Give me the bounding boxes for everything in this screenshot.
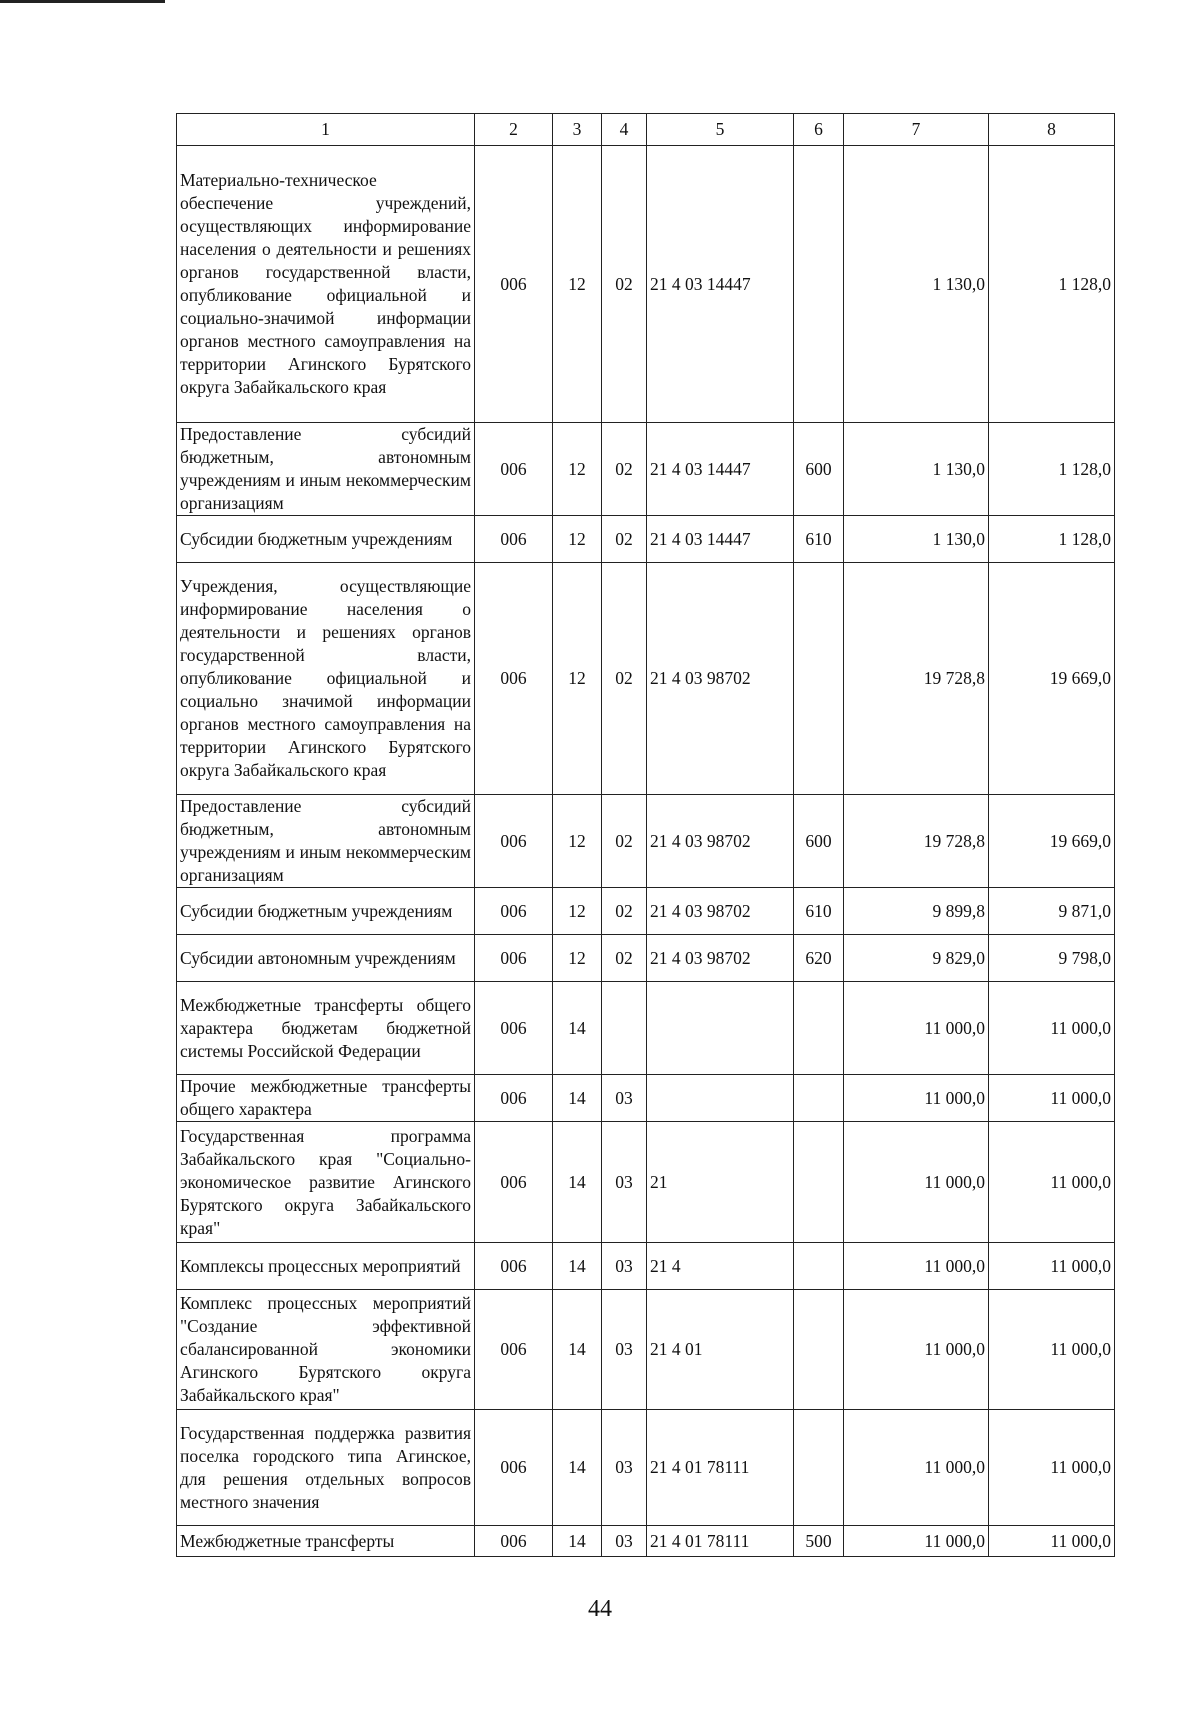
cell-target-article: 21 4 xyxy=(647,1243,794,1290)
cell-expense-type xyxy=(794,1075,844,1122)
header-cell: 1 xyxy=(177,114,475,146)
cell-subsection: 02 xyxy=(602,935,647,982)
cell-target-article: 21 4 03 14447 xyxy=(647,516,794,563)
cell-section: 14 xyxy=(553,1075,602,1122)
cell-amount-2: 9 798,0 xyxy=(989,935,1115,982)
cell-ministry: 006 xyxy=(475,146,553,423)
cell-ministry: 006 xyxy=(475,1075,553,1122)
cell-section: 12 xyxy=(553,146,602,423)
table-row xyxy=(177,1410,1115,1526)
cell-amount-1: 11 000,0 xyxy=(844,1410,989,1526)
cell-ministry: 006 xyxy=(475,982,553,1075)
cell-amount-1: 9 899,8 xyxy=(844,888,989,935)
cell-target-article: 21 4 03 14447 xyxy=(647,146,794,423)
cell-amount-2: 19 669,0 xyxy=(989,795,1115,888)
cell-subsection: 03 xyxy=(602,1410,647,1526)
cell-amount-1: 19 728,8 xyxy=(844,795,989,888)
cell-expense-type xyxy=(794,146,844,423)
cell-expense-type xyxy=(794,982,844,1075)
cell-target-article xyxy=(647,1075,794,1122)
cell-expense-type xyxy=(794,1122,844,1243)
cell-ministry: 006 xyxy=(475,1122,553,1243)
table-row xyxy=(177,1290,1115,1410)
cell-target-article: 21 4 03 98702 xyxy=(647,935,794,982)
cell-subsection: 03 xyxy=(602,1122,647,1243)
cell-section: 14 xyxy=(553,1410,602,1526)
cell-subsection: 02 xyxy=(602,423,647,516)
table-row xyxy=(177,516,1115,563)
row-name: Прочие межбюджетные трансферты общего характера xyxy=(177,1075,475,1122)
cell-amount-2: 1 128,0 xyxy=(989,516,1115,563)
cell-subsection: 03 xyxy=(602,1075,647,1122)
cell-ministry: 006 xyxy=(475,516,553,563)
cell-amount-1: 11 000,0 xyxy=(844,1122,989,1243)
header-cell: 8 xyxy=(989,114,1115,146)
cell-ministry: 006 xyxy=(475,888,553,935)
cell-amount-1: 11 000,0 xyxy=(844,1290,989,1410)
cell-target-article: 21 xyxy=(647,1122,794,1243)
cell-amount-2: 11 000,0 xyxy=(989,1526,1115,1557)
cell-subsection: 03 xyxy=(602,1526,647,1557)
table-row xyxy=(177,795,1115,888)
cell-target-article: 21 4 03 98702 xyxy=(647,888,794,935)
cell-section: 14 xyxy=(553,1526,602,1557)
header-cell: 6 xyxy=(794,114,844,146)
row-name: Материально-техническое обеспечение учреждений, осуществляющих информирование населения о деятельности и решениях органов государственной власти, опубликование официальной и социально-значимой информации органов местного самоуправления на территории Агинского Бурятского округа Забайкальского края xyxy=(177,146,475,423)
cell-expense-type: 610 xyxy=(794,516,844,563)
header-cell: 4 xyxy=(602,114,647,146)
cell-expense-type: 600 xyxy=(794,795,844,888)
cell-section: 12 xyxy=(553,563,602,795)
row-name: Субсидии бюджетным учреждениям xyxy=(177,888,475,935)
top-rule xyxy=(0,0,165,3)
row-name: Учреждения, осуществляющие информирование населения о деятельности и решениях органов государственной власти, опубликование официальной и социально значимой информации органов местного самоуправления на территории Агинского Бурятского округа Забайкальского края xyxy=(177,563,475,795)
cell-amount-2: 11 000,0 xyxy=(989,1075,1115,1122)
cell-amount-1: 1 130,0 xyxy=(844,516,989,563)
cell-target-article: 21 4 03 98702 xyxy=(647,795,794,888)
cell-target-article: 21 4 03 98702 xyxy=(647,563,794,795)
cell-ministry: 006 xyxy=(475,563,553,795)
cell-ministry: 006 xyxy=(475,1243,553,1290)
row-name: Субсидии автономным учреждениям xyxy=(177,935,475,982)
table-row xyxy=(177,982,1115,1075)
table-row xyxy=(177,563,1115,795)
cell-subsection xyxy=(602,982,647,1075)
row-name: Комплексы процессных мероприятий xyxy=(177,1243,475,1290)
page-number: 44 xyxy=(588,1596,612,1622)
cell-subsection: 02 xyxy=(602,146,647,423)
cell-amount-2: 11 000,0 xyxy=(989,982,1115,1075)
cell-ministry: 006 xyxy=(475,1526,553,1557)
cell-expense-type: 610 xyxy=(794,888,844,935)
budget-table xyxy=(176,113,1115,1557)
cell-target-article: 21 4 03 14447 xyxy=(647,423,794,516)
cell-expense-type: 620 xyxy=(794,935,844,982)
cell-section: 12 xyxy=(553,516,602,563)
cell-ministry: 006 xyxy=(475,423,553,516)
cell-subsection: 03 xyxy=(602,1243,647,1290)
cell-section: 12 xyxy=(553,423,602,516)
cell-amount-1: 11 000,0 xyxy=(844,1243,989,1290)
cell-section: 12 xyxy=(553,888,602,935)
cell-target-article: 21 4 01 78111 xyxy=(647,1410,794,1526)
cell-amount-2: 11 000,0 xyxy=(989,1410,1115,1526)
table-row xyxy=(177,935,1115,982)
cell-subsection: 03 xyxy=(602,1290,647,1410)
table-row xyxy=(177,1122,1115,1243)
row-name: Предоставление субсидий бюджетным, автономным учреждениям и иным некоммерческим организациям xyxy=(177,423,475,516)
row-name: Предоставление субсидий бюджетным, автономным учреждениям и иным некоммерческим организациям xyxy=(177,795,475,888)
cell-amount-1: 9 829,0 xyxy=(844,935,989,982)
header-cell: 2 xyxy=(475,114,553,146)
header-cell: 5 xyxy=(647,114,794,146)
cell-expense-type: 500 xyxy=(794,1526,844,1557)
cell-amount-1: 11 000,0 xyxy=(844,1075,989,1122)
cell-section: 14 xyxy=(553,1122,602,1243)
cell-subsection: 02 xyxy=(602,516,647,563)
table-row xyxy=(177,1526,1115,1557)
row-name: Государственная программа Забайкальского края "Социально-экономическое развитие Агинского Бурятского округа Забайкальского края" xyxy=(177,1122,475,1243)
row-name: Комплекс процессных мероприятий "Создание эффективной сбалансированной экономики Агинского Бурятского округа Забайкальского края" xyxy=(177,1290,475,1410)
cell-ministry: 006 xyxy=(475,1290,553,1410)
cell-section: 12 xyxy=(553,935,602,982)
cell-amount-1: 1 130,0 xyxy=(844,423,989,516)
row-name: Межбюджетные трансферты xyxy=(177,1526,475,1557)
cell-amount-2: 9 871,0 xyxy=(989,888,1115,935)
cell-amount-2: 11 000,0 xyxy=(989,1243,1115,1290)
row-name: Межбюджетные трансферты общего характера бюджетам бюджетной системы Российской Федерации xyxy=(177,982,475,1075)
table-row xyxy=(177,146,1115,423)
table-row xyxy=(177,1243,1115,1290)
cell-amount-1: 11 000,0 xyxy=(844,1526,989,1557)
cell-expense-type: 600 xyxy=(794,423,844,516)
table-row xyxy=(177,888,1115,935)
cell-section: 12 xyxy=(553,795,602,888)
cell-expense-type xyxy=(794,563,844,795)
cell-ministry: 006 xyxy=(475,1410,553,1526)
row-name: Государственная поддержка развития поселка городского типа Агинское, для решения отдельных вопросов местного значения xyxy=(177,1410,475,1526)
cell-expense-type xyxy=(794,1410,844,1526)
cell-ministry: 006 xyxy=(475,795,553,888)
header-cell: 7 xyxy=(844,114,989,146)
cell-expense-type xyxy=(794,1290,844,1410)
cell-amount-2: 19 669,0 xyxy=(989,563,1115,795)
cell-expense-type xyxy=(794,1243,844,1290)
cell-amount-1: 19 728,8 xyxy=(844,563,989,795)
table-row xyxy=(177,423,1115,516)
cell-target-article: 21 4 01 xyxy=(647,1290,794,1410)
header-cell: 3 xyxy=(553,114,602,146)
cell-amount-2: 11 000,0 xyxy=(989,1290,1115,1410)
cell-amount-2: 11 000,0 xyxy=(989,1122,1115,1243)
cell-amount-1: 11 000,0 xyxy=(844,982,989,1075)
cell-subsection: 02 xyxy=(602,795,647,888)
cell-target-article xyxy=(647,982,794,1075)
cell-section: 14 xyxy=(553,1290,602,1410)
header-row xyxy=(177,114,1115,146)
row-name: Субсидии бюджетным учреждениям xyxy=(177,516,475,563)
cell-section: 14 xyxy=(553,982,602,1075)
cell-amount-2: 1 128,0 xyxy=(989,146,1115,423)
table-row xyxy=(177,1075,1115,1122)
cell-amount-2: 1 128,0 xyxy=(989,423,1115,516)
cell-subsection: 02 xyxy=(602,563,647,795)
cell-amount-1: 1 130,0 xyxy=(844,146,989,423)
cell-ministry: 006 xyxy=(475,935,553,982)
cell-section: 14 xyxy=(553,1243,602,1290)
cell-target-article: 21 4 01 78111 xyxy=(647,1526,794,1557)
cell-subsection: 02 xyxy=(602,888,647,935)
